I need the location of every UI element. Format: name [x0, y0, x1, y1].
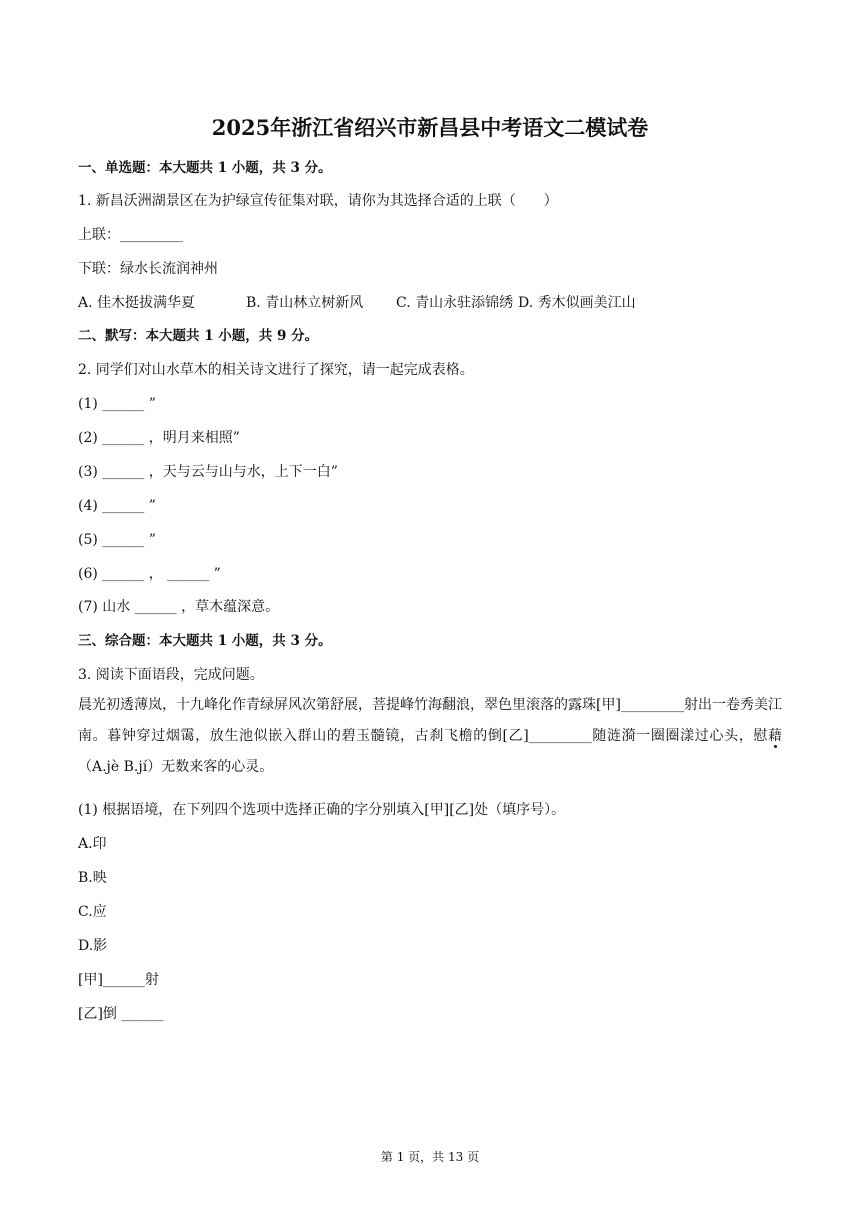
question-2-item-7: (7) 山水 ______ ，草木蕴深意。 [78, 599, 280, 615]
question-2-item-6: (6) ______ ， ______ ” [78, 566, 221, 582]
choice-d: D.影 [78, 938, 108, 954]
section-heading-1: 一、单选题：本大题共 1 小题，共 3 分。 [78, 160, 332, 176]
question-1-upper-couplet: 上联：_________ [78, 227, 183, 243]
dotted-character: 藉 [768, 728, 782, 744]
choice-c: C.应 [78, 904, 107, 920]
page-title: 2025年浙江省绍兴市新昌县中考语文二模试卷 [211, 115, 649, 140]
question-2-item-4: (4) ______ ” [78, 498, 156, 514]
section-heading-2: 二、默写：本大题共 1 小题，共 9 分。 [78, 328, 319, 344]
question-3-stem: 3. 阅读下面语段，完成问题。 [78, 667, 264, 683]
question-3-passage [78, 690, 782, 783]
option-b: B. 青山林立树新风 [246, 295, 364, 311]
question-2-item-1: (1) ______ ” [78, 396, 156, 412]
question-1-lower-couplet: 下联：绿水长流润神州 [78, 261, 218, 277]
option-d: D. 秀木似画美江山 [518, 295, 636, 311]
choice-a: A.印 [78, 836, 107, 852]
question-2-item-2: (2) ______ ，明月来相照” [78, 430, 240, 446]
blank-yi: [乙]倒 ______ [78, 1006, 164, 1022]
passage-text: 晨光初透薄岚，十九峰化作青绿屏风次第舒展，菩提峰竹海翻浪，翠色里滚落的露珠[甲]_________射出一卷秀美江南。暮钟穿过烟霭，放生池似嵌入群山的碧玉髓镜，古刹飞檐的倒[乙]_________随涟漪一圈圈漾过心头，慰 [78, 697, 782, 744]
option-a: A. 佳木挺拔满华夏 [78, 295, 196, 311]
page-footer: 第 1 页，共 13 页 [380, 1150, 480, 1164]
question-2-item-3: (3) ______ ，天与云与山与水，上下一白” [78, 464, 338, 480]
question-2-item-5: (5) ______ ” [78, 532, 156, 548]
option-c: C. 青山永驻添锦绣 [396, 295, 514, 311]
section-heading-3: 三、综合题：本大题共 1 小题，共 3 分。 [78, 633, 332, 649]
question-1-stem: 1. 新昌沃洲湖景区在为护绿宣传征集对联，请你为其选择合适的上联（ ） [78, 193, 558, 209]
choice-b: B.映 [78, 870, 107, 886]
blank-jia: [甲]______射 [78, 972, 159, 988]
question-2-stem: 2. 同学们对山水草木的相关诗文进行了探究，请一起完成表格。 [78, 362, 474, 378]
question-3-sub-1: (1) 根据语境，在下列四个选项中选择正确的字分别填入[甲][乙]处（填序号）。 [78, 802, 566, 818]
passage-pinyin-options: （A.jè B.jí）无数来客的心灵。 [78, 759, 274, 775]
question-1-options [78, 293, 636, 313]
